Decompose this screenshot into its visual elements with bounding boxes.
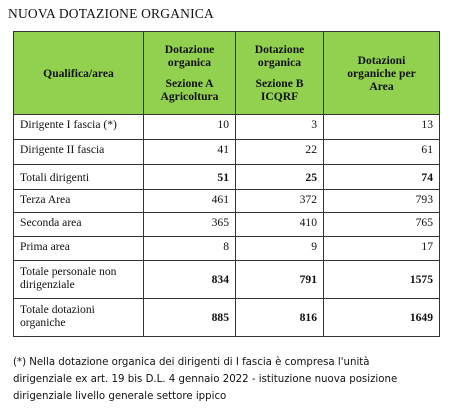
cell-sezione-a: 885 [144,299,236,337]
cell-sezione-b: 791 [236,261,324,299]
header-text: organica [167,56,212,69]
cell-sezione-b: 372 [236,190,324,213]
header-text: Dotazione [254,43,305,56]
cell-sezione-b: 9 [236,237,324,261]
cell-total: 1575 [324,261,440,299]
cell-total: 61 [324,140,440,165]
cell-sezione-b: 816 [236,299,324,337]
header-text: Dotazione [164,43,215,56]
header-text: organica [257,56,302,69]
cell-sezione-a: 51 [144,165,236,190]
header-sezione-b [236,32,324,115]
row-label: Seconda area [14,213,144,237]
staffing-table [13,31,440,337]
row-label: Terza Area [14,190,144,213]
table-row [14,115,440,140]
cell-total: 1649 [324,299,440,337]
row-label: Dirigente I fascia (*) [14,115,144,140]
cell-sezione-a: 461 [144,190,236,213]
cell-total: 74 [324,165,440,190]
page-title: NUOVA DOTAZIONE ORGANICA [8,6,214,21]
row-label: Dirigente II fascia [14,140,144,165]
footnote-line: (*) Nella dotazione organica dei dirigenti di I fascia è compresa l'unità [13,357,370,368]
row-label-text: Totale dotazioni [20,303,95,316]
row-label-text: dirigenziale [20,278,75,291]
table-row [14,213,440,237]
cell-total: 793 [324,190,440,213]
cell-total: 13 [324,115,440,140]
cell-sezione-b: 22 [236,140,324,165]
cell-sezione-a: 10 [144,115,236,140]
row-label: Prima area [14,237,144,261]
header-text: Dotazioni [357,53,406,67]
row-label [14,299,144,337]
cell-sezione-a: 834 [144,261,236,299]
header-text: Area [369,79,394,93]
cell-sezione-b: 25 [236,165,324,190]
cell-sezione-a: 365 [144,213,236,237]
cell-sezione-b: 410 [236,213,324,237]
table-row [14,237,440,261]
row-label-text: Totale personale non [20,265,117,278]
header-text: Agricoltura [160,90,219,103]
table-header-row [14,32,440,115]
header-per-area [324,32,440,115]
row-label: Totali dirigenti [14,165,144,190]
table-row [14,165,440,190]
footnote [13,354,443,405]
cell-sezione-a: 8 [144,237,236,261]
header-text: Sezione A [165,77,214,90]
row-label [14,261,144,299]
cell-total: 17 [324,237,440,261]
header-text: ICQRF [260,90,299,103]
cell-sezione-a: 41 [144,140,236,165]
header-qualifica-label: Qualifica/area [43,66,114,80]
header-text: Sezione B [255,77,304,90]
table-row [14,299,440,337]
cell-sezione-b: 3 [236,115,324,140]
footnote-line: dirigenziale ex art. 19 bis D.L. 4 gennaio 2022 - istituzione nuova posizione [13,374,398,385]
header-sezione-a [144,32,236,115]
table-row [14,261,440,299]
table-row [14,140,440,165]
footnote-line: dirigenziale livello generale settore ippico [13,391,227,402]
row-label-text: organiche [20,316,66,329]
table-row [14,190,440,213]
header-text: organiche per [347,66,416,80]
cell-total: 765 [324,213,440,237]
header-qualifica [14,32,144,115]
